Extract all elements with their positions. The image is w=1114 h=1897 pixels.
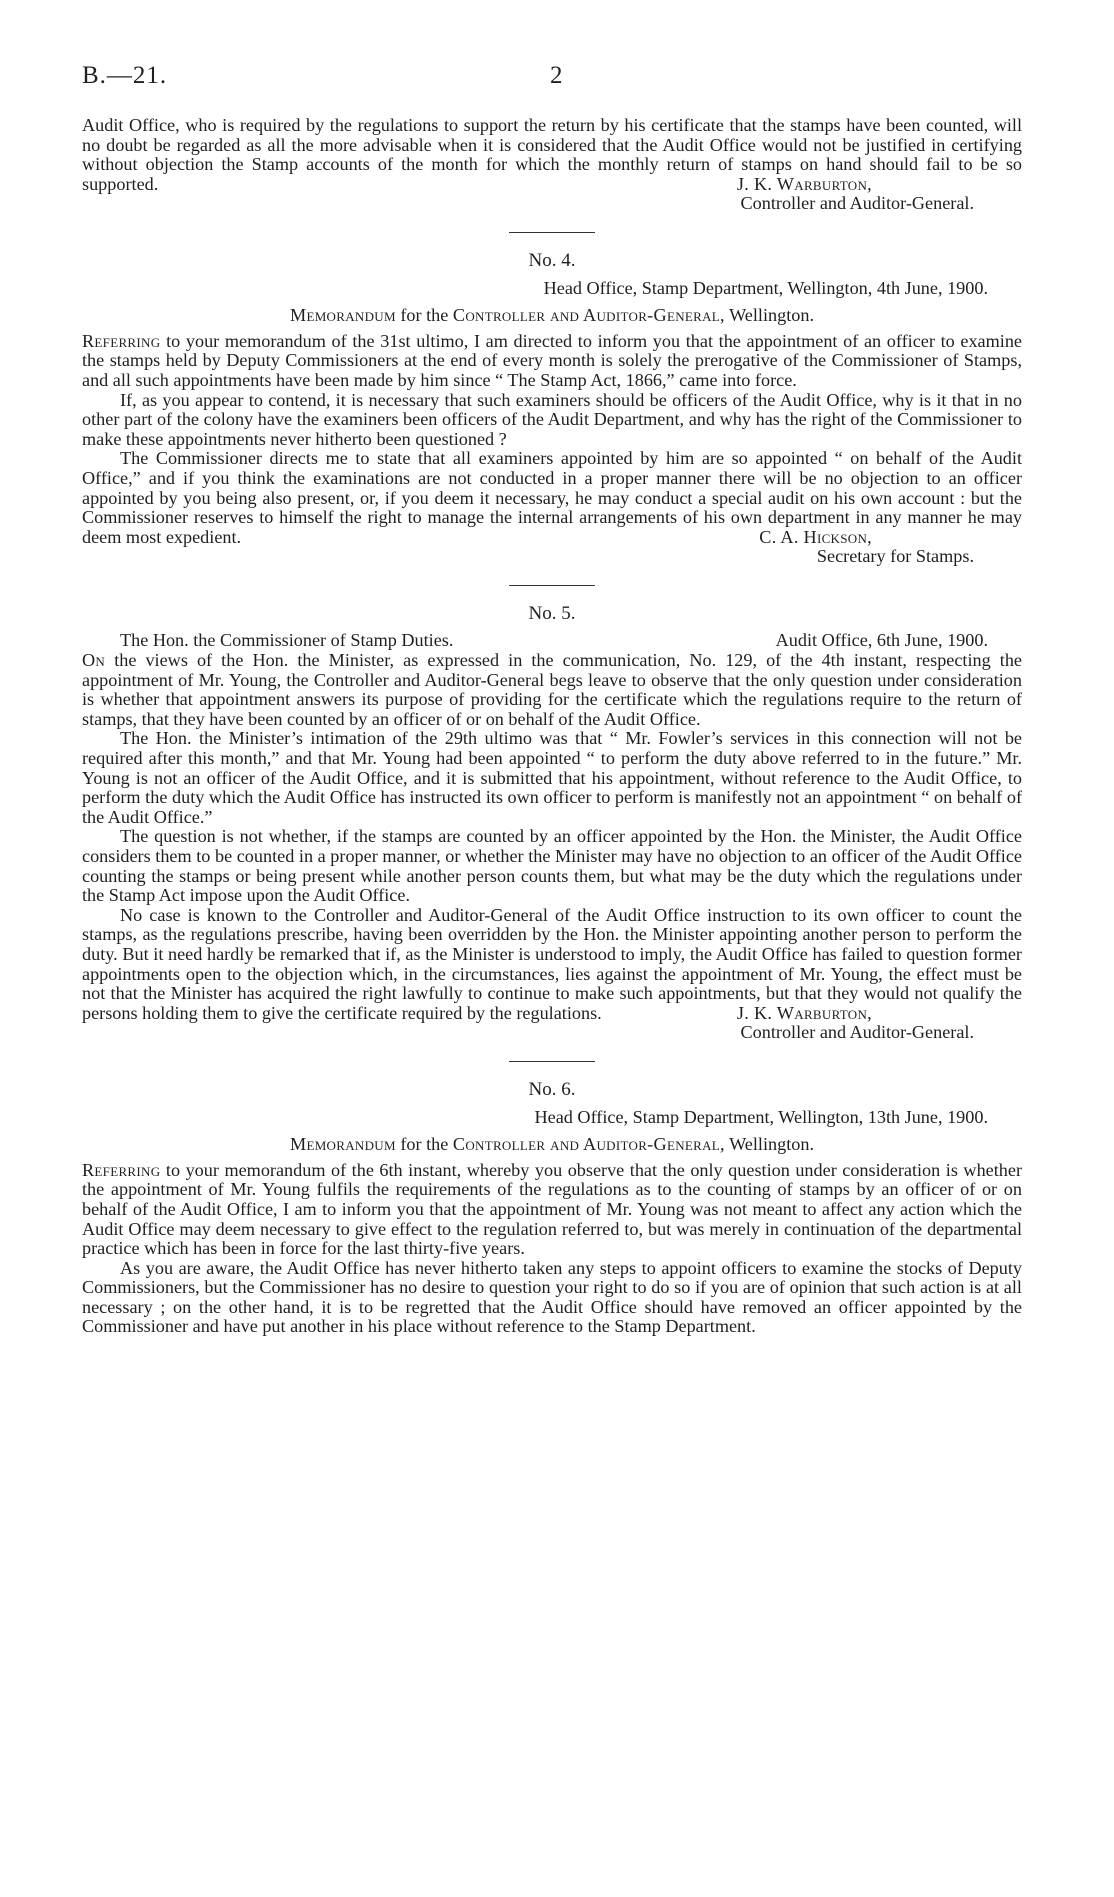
document-no-4 [82, 251, 1022, 567]
doc5-dateline: Audit Office, 6th June, 1900. [775, 630, 988, 651]
doc6-memo-for: for the [400, 1134, 449, 1155]
doc5-p4-text: No case is known to the Controller and Auditor-General of the Audit Office instruction to its own officer to count the stamps, as the regulations prescribe, having been overridden by the Hon. the Minister appointing another person to perform the duty. But it need hardly be remarked that if, as the Minister is understood to imply, the Audit Office has failed to question former appointments open to the objection which, in the circumstances, lies against the appointment of Mr. Young, the effect must be not that the Minister has acquired the right lawfully to continue to make such appointments, but that they would not qualify the persons holding them to give the certificate [82, 904, 1022, 1023]
doc5-p1-lead: On [82, 650, 106, 671]
doc4-p3-text: The Commissioner directs me to state that all examiners appointed by him are so appointed “ on behalf of the Audit Office,” and if you think the examinations are not conducted in a proper manner there will be no objection to an officer appointed by you being also present, or, if you deem it necessary, he may conduct a special audit on his own account : but the Commissioner reserves to himself the right to manage the internal arrangements of his own department in any manner he [82, 448, 1022, 528]
doc6-dateline: Head Office, Stamp Department, Wellington, 13th June, 1900. [534, 1106, 988, 1127]
continuation-text: Audit Office, who is required by the regulations to support the return by his certificate that the stamps have been counted, will no doubt be regarded as all the more advisable when it is considered that the Audit Office would not be justified in certifying without objection the Stamp accounts of the month for which the monthly return of stamps on hand should fail to be so supported. [82, 115, 1022, 194]
doc4-dateline: Head Office, Stamp Department, Wellington, 4th June, 1900. [543, 277, 988, 298]
doc4-signatory: C. A. Hickson, [759, 526, 872, 547]
doc5-addressee: The Hon. the Commissioner of Stamp Duties. [120, 630, 454, 651]
doc6-paragraph-1 [82, 1161, 1022, 1259]
doc4-paragraph-3 [82, 449, 1022, 547]
doc6-memo-place: Wellington. [729, 1134, 815, 1155]
section-divider [509, 585, 595, 586]
doc4-memo-for: for the [400, 305, 449, 326]
doc6-memo-heading [82, 1135, 1022, 1155]
doc6-memo-prefix: Memorandum [289, 1134, 396, 1155]
doc4-p1-lead: Referring [82, 330, 161, 351]
doc4-memo-prefix: Memorandum [289, 305, 396, 326]
doc4-number: No. 4. [528, 249, 576, 271]
page-number: 2 [550, 62, 563, 89]
doc4-paragraph-2: If, as you appear to contend, it is necessary that such examiners should be officers of the Audit Office, why is it that in no other part of the colony have the examiners been officers of the Audit Department, and why has the right of the Commissioner to make these appointments never hitherto been questioned ? [82, 389, 1022, 449]
doc5-signatory: J. K. Warburton, [736, 1002, 872, 1023]
doc4-p3-end: may deem most expedient. [82, 507, 1022, 547]
doc6-p1-lead: Referring [82, 1159, 161, 1180]
doc4-memo-heading [82, 306, 1022, 326]
doc5-paragraph-4 [82, 906, 1022, 1024]
doc6-p1-text: to your memorandum of the 6th instant, whereby you observe that the only question under consideration is whether the appointment of Mr. Young fulfils the requirements of the regulations as to the counting of stamps by an officer of or on behalf of the Audit Office, I am to inform you that the appointment of Mr. Young was not meant to affect any action which the Audit Office may deem necessary to give effect to the regulation referred to, but was merely in continuation of the departmental practice which has been in force for the last thirty-five years. [82, 1159, 1023, 1259]
doc5-signatory-title: Controller and Auditor-General. [740, 1022, 974, 1043]
doc5-paragraph-2: The Hon. the Minister’s intimation of the 29th ultimo was that “ Mr. Fowler’s services in this connection will not be required after this month,” and that Mr. Young had been appointed “ to perform the duty above referred to in the future.” Mr. Young is not an officer of the Audit Office, and it is submitted that his appointment, without reference to the Audit Office, to perform the duty which the Audit Office has instructed its own officer to perform is manifestly not an appointment “ on behalf of the Audit Office.” [82, 728, 1022, 827]
doc5-p4-end: required by the regulations. [401, 1002, 602, 1023]
doc6-number: No. 6. [528, 1078, 576, 1100]
doc5-p1-text: the views of the Hon. the Minister, as expressed in the communication, No. 129, of the 4th instant, respecting the appointment of Mr. Young, the Controller and Auditor-General begs leave to observe that the only question under consideration is whether that appointment answers its purpose of providing for the certificate which the regulations require to the return of stamps, that they have been counted by an officer of or on behalf of the Audit Office. [82, 650, 1023, 729]
doc4-memo-recipient: Controller and Auditor-General, [452, 305, 725, 326]
doc4-paragraph-1 [82, 332, 1022, 391]
doc4-p1-text: to your memorandum of the 31st ultimo, I am directed to inform you that the appointment of an officer to examine the stamps held by Deputy Commissioners at the end of every month is solely the prerogative of the Commissioner of Stamps, and all such appointments have been made by him since “ The Stamp Act, 1866,” came into force. [82, 330, 1022, 390]
continuation-signatory-title: Controller and Auditor-General. [740, 193, 974, 214]
doc4-memo-place: Wellington. [729, 305, 815, 326]
document-no-6 [82, 1080, 1022, 1337]
continuation-section [82, 116, 1022, 214]
continuation-paragraph [82, 116, 1022, 194]
section-divider [509, 232, 595, 233]
doc5-paragraph-1 [82, 651, 1022, 729]
doc5-paragraph-3: The question is not whether, if the stamps are counted by an officer appointed by the Hon. the Minister, the Audit Office considers them to be counted in a proper manner, or whether the Minister may have no objection to an officer of the Audit Office counting the stamps or being present while another person counts them, but what may be the duty which the regulations under the Stamp Act impose upon the Audit Office. [82, 826, 1022, 906]
doc6-paragraph-2: As you are aware, the Audit Office has never hitherto taken any steps to appoint officers to examine the stocks of Deputy Commissioners, but the Commissioner has no desire to question your right to do so if you are of opinion that such action is at all necessary ; on the other hand, it is to be regretted that the Audit Office should have removed an officer appointed by the Commissioner and have put another in his place without reference to the Stamp Department. [82, 1257, 1022, 1337]
continuation-signatory: J. K. Warburton, [736, 173, 872, 194]
doc5-addressee-line [82, 631, 1022, 651]
document-no-5 [82, 604, 1022, 1043]
section-divider [509, 1061, 595, 1062]
doc4-signatory-title: Secretary for Stamps. [816, 546, 974, 567]
doc6-memo-recipient: Controller and Auditor-General, [452, 1134, 725, 1155]
doc5-number: No. 5. [528, 602, 576, 624]
document-reference: B.—21. [82, 62, 168, 89]
document-body [82, 116, 1022, 1337]
